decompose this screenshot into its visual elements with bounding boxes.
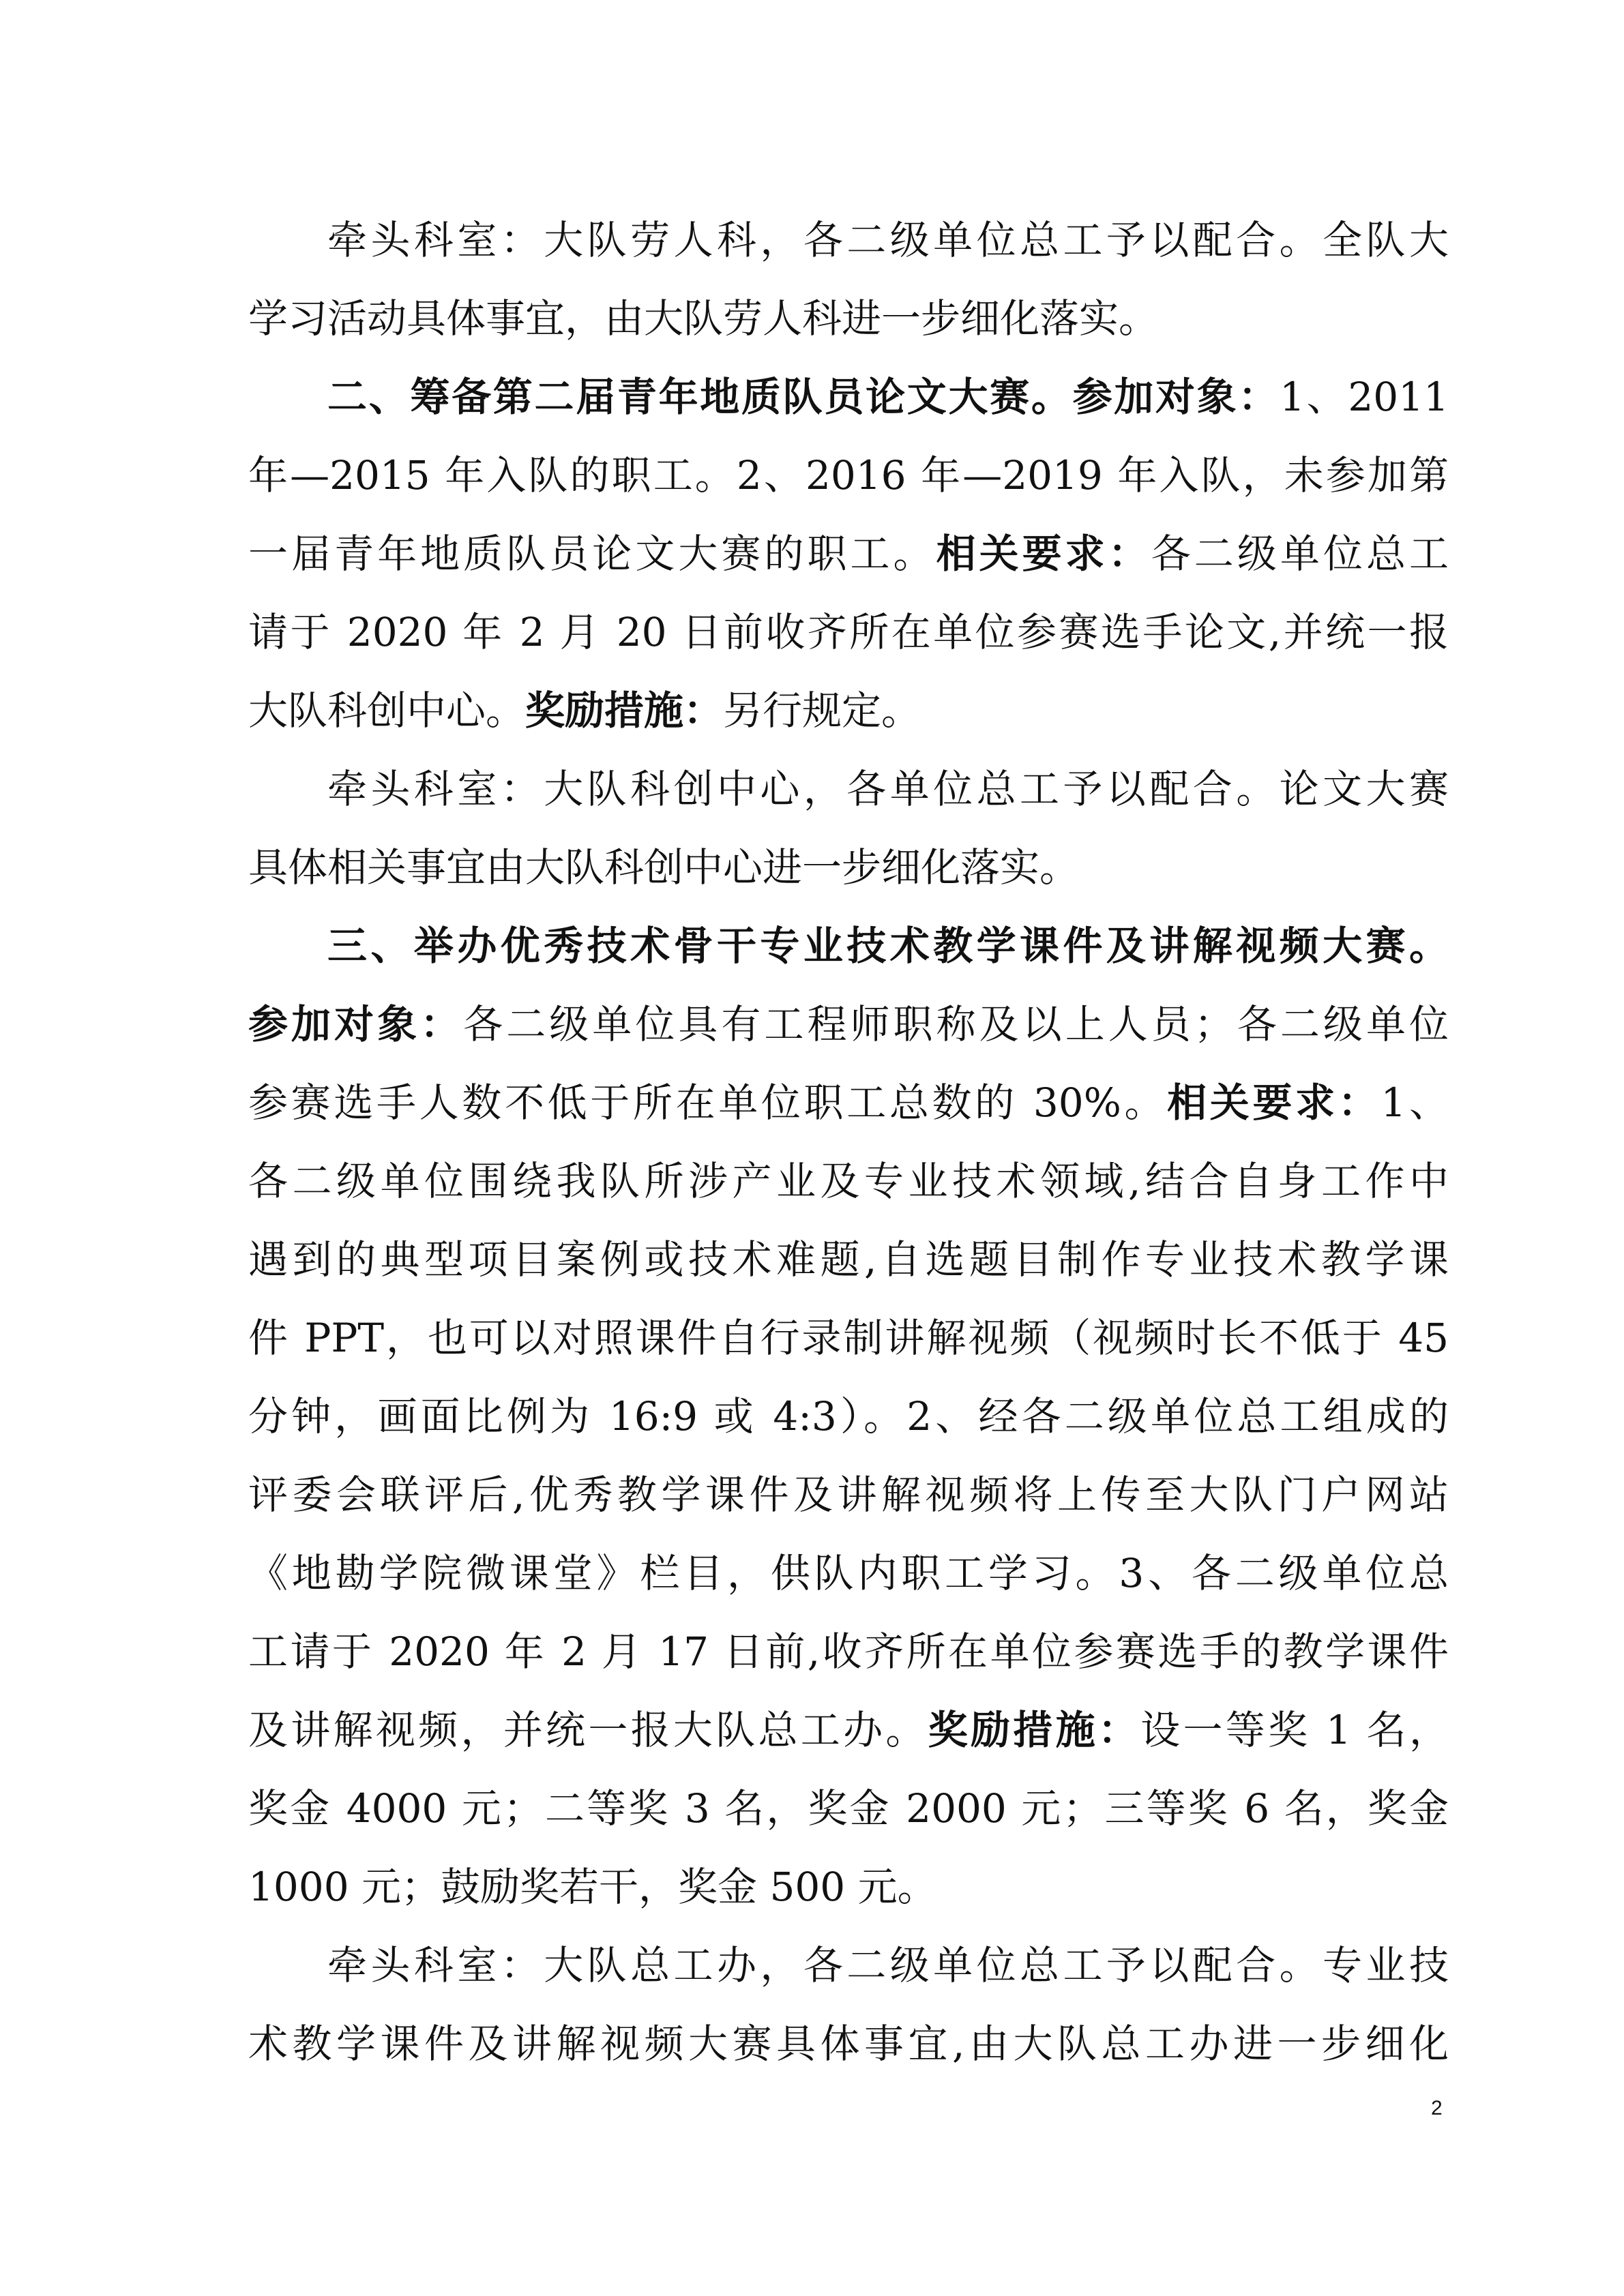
text-run: 牵头科室：大队劳人科，各二级单位总工予以配合。全队大 xyxy=(327,217,1449,263)
text-run: 牵头科室：大队科创中心，各单位总工予以配合。论文大赛 xyxy=(327,766,1449,812)
text-run: 术教学课件及讲解视频大赛具体事宜,由大队总工办进一步细化 xyxy=(248,2021,1449,2067)
text-run: 《地勘学院微课堂》栏目，供队内职工学习。3、各二级单位总 xyxy=(248,1550,1449,1596)
paragraph-line xyxy=(248,829,1449,907)
text-run: 1、 xyxy=(1381,1079,1449,1126)
text-run: 另行规定。 xyxy=(723,687,921,734)
text-run: 工请于 2020 年 2 月 17 日前,收齐所在单位参赛选手的教学课件 xyxy=(248,1628,1449,1675)
text-run: 各二级单位具有工程师职称及以上人员；各二级单位 xyxy=(463,1001,1449,1047)
paragraph-line xyxy=(248,1926,1449,2005)
text-run: 及讲解视频，并统一报大队总工办。 xyxy=(248,1707,928,1753)
text-run: 1000 元；鼓励奖若干，奖金 500 元。 xyxy=(248,1864,937,1910)
paragraph-line xyxy=(248,1770,1449,1848)
text-run: 分钟，画面比例为 16:9 或 4:3）。2、经各二级单位总工组成的 xyxy=(248,1393,1449,1440)
text-run: 请于 2020 年 2 月 20 日前收齐所在单位参赛选手论文,并统一报 xyxy=(248,609,1449,655)
body-text xyxy=(248,201,1449,2083)
paragraph-line xyxy=(248,2005,1449,2083)
text-run: 奖金 4000 元；二等奖 3 名，奖金 2000 元；三等奖 6 名，奖金 xyxy=(248,1785,1449,1832)
paragraph-line xyxy=(248,280,1449,358)
page-number: 2 xyxy=(1431,2097,1443,2119)
paragraph-line xyxy=(248,436,1449,515)
field-label: 相关要求： xyxy=(1167,1079,1381,1126)
field-label: 奖励措施： xyxy=(928,1707,1141,1753)
paragraph-line xyxy=(248,1377,1449,1456)
text-run: 各二级单位围绕我队所涉产业及专业技术领域,结合自身工作中 xyxy=(248,1158,1449,1204)
text-run: 一届青年地质队员论文大赛的职工。 xyxy=(248,531,936,577)
text-run: 评委会联评后,优秀教学课件及讲解视频将上传至大队门户网站 xyxy=(248,1472,1449,1518)
field-label: 相关要求： xyxy=(936,531,1151,577)
text-run: 大队科创中心。 xyxy=(248,687,526,734)
paragraph-line xyxy=(248,515,1449,593)
paragraph-line xyxy=(248,1691,1449,1770)
text-run: 牵头科室：大队总工办，各二级单位总工予以配合。专业技 xyxy=(327,1942,1449,1988)
paragraph-line xyxy=(248,1534,1449,1613)
field-label: 奖励措施： xyxy=(525,687,724,734)
paragraph-line xyxy=(248,985,1449,1064)
paragraph-line xyxy=(248,201,1449,280)
paragraph-line xyxy=(248,1848,1449,1926)
paragraph-line xyxy=(248,1221,1449,1299)
text-run: 1、2011 xyxy=(1280,374,1449,420)
section-heading: 二、筹备第二届青年地质队员论文大赛。 xyxy=(327,374,1073,420)
paragraph-line xyxy=(248,672,1449,750)
paragraph-line xyxy=(248,1456,1449,1534)
paragraph-line xyxy=(248,593,1449,672)
text-run: 设一等奖 1 名， xyxy=(1140,1707,1449,1753)
text-run: 各二级单位总工 xyxy=(1151,531,1449,577)
text-run: 学习活动具体事宜，由大队劳人科进一步细化落实。 xyxy=(248,295,1159,342)
paragraph-line xyxy=(248,1064,1449,1142)
text-run: 遇到的典型项目案例或技术难题,自选题目制作专业技术教学课 xyxy=(248,1236,1449,1283)
field-label: 参加对象： xyxy=(248,1001,464,1047)
text-run: 件 PPT，也可以对照课件自行录制讲解视频（视频时长不低于 45 xyxy=(248,1315,1449,1361)
section-heading-line xyxy=(248,907,1449,985)
text-run: 年—2015 年入队的职工。2、2016 年—2019 年入队，未参加第 xyxy=(248,452,1449,498)
section-heading: 三、举办优秀技术骨干专业技术教学课件及讲解视频大赛。 xyxy=(327,923,1449,969)
field-label: 参加对象： xyxy=(1072,374,1280,420)
paragraph-line xyxy=(248,1299,1449,1377)
paragraph-line xyxy=(248,1613,1449,1691)
paragraph-line xyxy=(248,750,1449,829)
text-run: 参赛选手人数不低于所在单位职工总数的 30%。 xyxy=(248,1079,1168,1126)
paragraph-line xyxy=(248,1142,1449,1221)
text-run: 具体相关事宜由大队科创中心进一步细化落实。 xyxy=(248,844,1080,891)
section-heading-line xyxy=(248,358,1449,436)
